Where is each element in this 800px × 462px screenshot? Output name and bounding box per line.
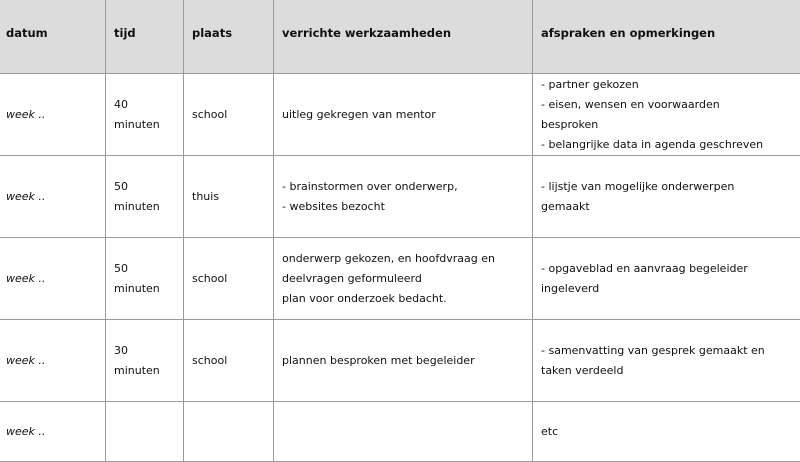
cell-afspraken-line: taken verdeeld [541, 361, 795, 381]
cell-werkzaamheden-line: plan voor onderzoek bedacht. [282, 289, 524, 309]
cell-datum: week .. [0, 320, 106, 402]
cell-datum: week .. [0, 156, 106, 238]
table-row [0, 402, 800, 462]
table-row [0, 320, 800, 402]
cell-plaats: school [184, 320, 274, 402]
cell-afspraken [533, 320, 800, 402]
cell-tijd-line: 30 [114, 341, 175, 361]
cell-tijd [106, 238, 184, 320]
cell-plaats: thuis [184, 156, 274, 238]
cell-werkzaamheden [274, 320, 533, 402]
header-datum: datum [0, 0, 106, 74]
cell-werkzaamheden [274, 74, 533, 156]
header-werkzaamheden: verrichte werkzaamheden [274, 0, 533, 74]
cell-werkzaamheden-line: plannen besproken met begeleider [282, 351, 524, 371]
cell-afspraken-line: - belangrijke data in agenda geschreven [541, 135, 795, 155]
cell-werkzaamheden [274, 238, 533, 320]
header-tijd: tijd [106, 0, 184, 74]
table-row [0, 156, 800, 238]
table-row [0, 74, 800, 156]
cell-afspraken-line: - samenvatting van gesprek gemaakt en [541, 341, 795, 361]
cell-plaats: school [184, 74, 274, 156]
cell-afspraken-line: etc [541, 422, 795, 442]
cell-werkzaamheden [274, 402, 533, 462]
header-plaats: plaats [184, 0, 274, 74]
cell-werkzaamheden-line: - websites bezocht [282, 197, 524, 217]
header-row [0, 0, 800, 74]
cell-afspraken [533, 238, 800, 320]
cell-tijd-line: minuten [114, 115, 175, 135]
cell-afspraken-line: gemaakt [541, 197, 795, 217]
cell-werkzaamheden-line: - brainstormen over onderwerp, [282, 177, 524, 197]
cell-datum: week .. [0, 238, 106, 320]
cell-tijd-line: 40 [114, 95, 175, 115]
cell-plaats [184, 402, 274, 462]
cell-tijd-line: minuten [114, 197, 175, 217]
cell-plaats: school [184, 238, 274, 320]
cell-afspraken [533, 402, 800, 462]
cell-werkzaamheden-line: uitleg gekregen van mentor [282, 105, 524, 125]
cell-tijd-line: 50 [114, 177, 175, 197]
cell-tijd [106, 402, 184, 462]
cell-afspraken-line: - lijstje van mogelijke onderwerpen [541, 177, 795, 197]
cell-datum: week .. [0, 74, 106, 156]
cell-afspraken-line: - partner gekozen [541, 75, 795, 95]
cell-werkzaamheden-line: onderwerp gekozen, en hoofdvraag en [282, 249, 524, 269]
table-row [0, 238, 800, 320]
cell-afspraken [533, 156, 800, 238]
cell-werkzaamheden-line: deelvragen geformuleerd [282, 269, 524, 289]
cell-afspraken-line: besproken [541, 115, 795, 135]
header-afspraken: afspraken en opmerkingen [533, 0, 800, 74]
cell-tijd [106, 320, 184, 402]
cell-tijd [106, 74, 184, 156]
cell-afspraken-line: - eisen, wensen en voorwaarden [541, 95, 795, 115]
cell-afspraken [533, 74, 800, 156]
cell-datum: week .. [0, 402, 106, 462]
cell-tijd-line: 50 [114, 259, 175, 279]
cell-afspraken-line: ingeleverd [541, 279, 795, 299]
cell-werkzaamheden [274, 156, 533, 238]
cell-tijd [106, 156, 184, 238]
cell-tijd-line: minuten [114, 361, 175, 381]
cell-afspraken-line: - opgaveblad en aanvraag begeleider [541, 259, 795, 279]
cell-tijd-line: minuten [114, 279, 175, 299]
